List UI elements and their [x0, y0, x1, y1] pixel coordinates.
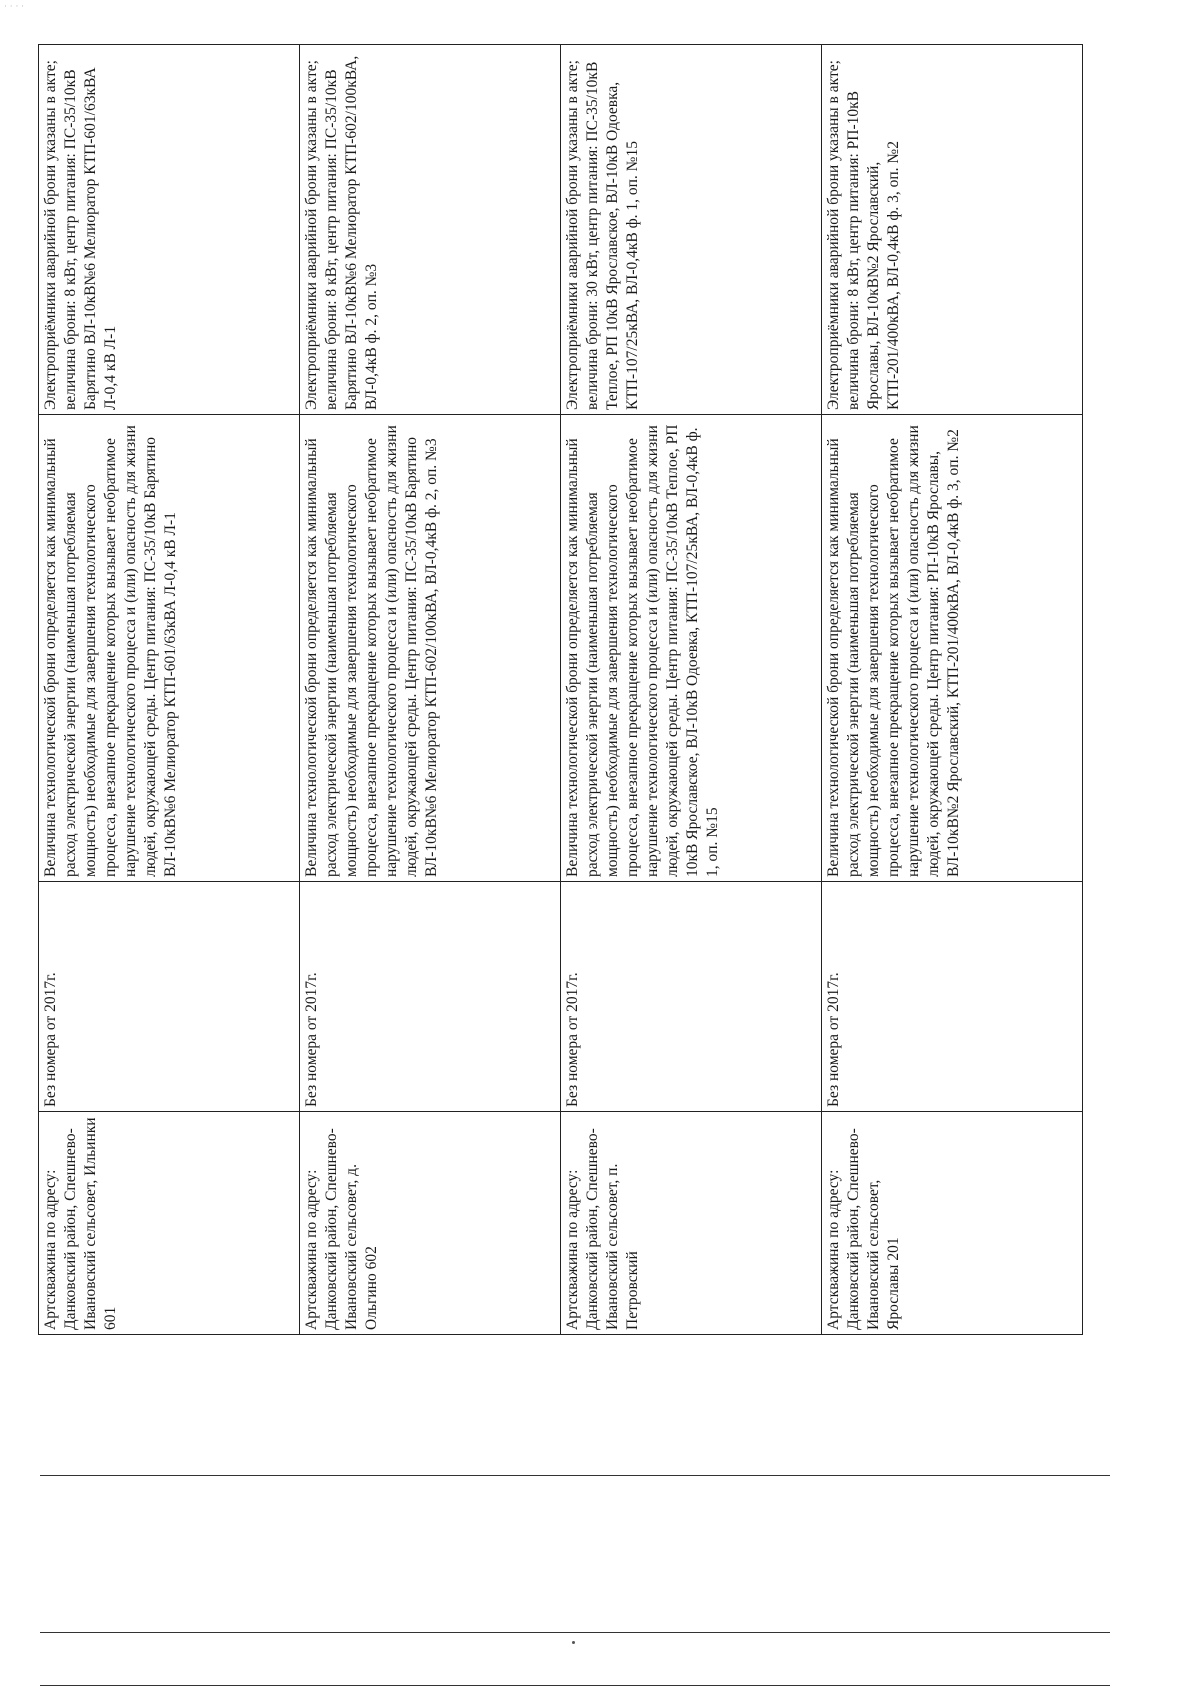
horizontal-rule [40, 1685, 1110, 1686]
emergency-reserve-cell: Электроприёмники аварийной брони указаны в акте; величина брони: 30 кВт, центр питания: ПС-35/10кВ Теплое, РП 10кВ Ярославское, ВЛ-10кВ Одоевка, КТП-107/25кВА, ВЛ-0,4кВ ф. 1, оп. №15 [561, 45, 822, 415]
act-cell: Без номера от 2017г. [39, 882, 300, 1112]
act-cell: Без номера от 2017г. [822, 882, 1083, 1112]
scan-speck [572, 1641, 575, 1644]
act-cell: Без номера от 2017г. [561, 882, 822, 1112]
scan-corner-mark: · · · · [4, 2, 25, 12]
tech-reserve-cell: Величина технологической брони определяется как минимальный расход электрической энергии (наименьшая потребляемая мощность) необходимые для завершения технологического процесса, внезапное прекращение которых вызывает необратимое нарушение технологического процесса и (или) опасность для жизни людей, окружающей среды. Центр питания: ПС-35/10кВ Теплое, РП 10кВ Ярославское, ВЛ-10кВ Одоевка, КТП-107/25кВА, ВЛ-0,4кВ ф. 1, оп. №15 [561, 415, 822, 882]
table-row [300, 45, 561, 1335]
object-cell: Артскважина по адресу: Данковский район, Спешнево-Ивановский сельсовет, Ильинки 601 [39, 1112, 300, 1335]
act-cell: Без номера от 2017г. [300, 882, 561, 1112]
object-cell: Артскважина по адресу: Данковский район, Спешнево-Ивановский сельсовет, д. Ольгино 602 [300, 1112, 561, 1335]
reserve-table [38, 44, 1083, 1335]
object-cell: Артскважина по адресу: Данковский район, Спешнево-Ивановский сельсовет, п. Петровский [561, 1112, 822, 1335]
horizontal-rule [40, 1632, 1110, 1633]
tech-reserve-cell: Величина технологической брони определяется как минимальный расход электрической энергии (наименьшая потребляемая мощность) необходимые для завершения технологического процесса, внезапное прекращение которых вызывает необратимое нарушение технологического процесса и (или) опасность для жизни людей, окружающей среды. Центр питания: ПС-35/10кВ Барятино ВЛ-10кВ№6 Мелиоратор КТП-601/63кВА Л-0,4 кВ Л-1 [39, 415, 300, 882]
emergency-reserve-cell: Электроприёмники аварийной брони указаны в акте; величина брони: 8 кВт, центр питания: ПС-35/10кВ Барятино ВЛ-10кВ№6 Мелиоратор КТП-602/100кВА, ВЛ-0,4кВ ф. 2, оп. №3 [300, 45, 561, 415]
rotated-table-wrapper [38, 45, 1098, 1335]
object-cell: Артскважина по адресу: Данковский район, Спешнево-Ивановский сельсовет, Ярославы 201 [822, 1112, 1083, 1335]
tech-reserve-cell: Величина технологической брони определяется как минимальный расход электрической энергии (наименьшая потребляемая мощность) необходимые для завершения технологического процесса, внезапное прекращение которых вызывает необратимое нарушение технологического процесса и (или) опасность для жизни людей, окружающей среды. Центр питания: РП-10кВ Ярославы, ВЛ-10кВ№2 Ярославский, КТП-201/400кВА, ВЛ-0,4кВ ф. 3, оп. №2 [822, 415, 1083, 882]
table-row [561, 45, 822, 1335]
table-row [822, 45, 1083, 1335]
emergency-reserve-cell: Электроприёмники аварийной брони указаны в акте; величина брони: 8 кВт, центр питания: РП-10кВ Ярославы, ВЛ-10кВ№2 Ярославский, КТП-201/400кВА, ВЛ-0,4кВ ф. 3, оп. №2 [822, 45, 1083, 415]
horizontal-rule [40, 1475, 1110, 1476]
table-row [39, 45, 300, 1335]
emergency-reserve-cell: Электроприёмники аварийной брони указаны в акте; величина брони: 8 кВт, центр питания: ПС-35/10кВ Барятино ВЛ-10кВ№6 Мелиоратор КТП-601/63кВА Л-0,4 кВ Л-1 [39, 45, 300, 415]
tech-reserve-cell: Величина технологической брони определяется как минимальный расход электрической энергии (наименьшая потребляемая мощность) необходимые для завершения технологического процесса, внезапное прекращение которых вызывает необратимое нарушение технологического процесса и (или) опасность для жизни людей, окружающей среды. Центр питания: ПС-35/10кВ Барятино ВЛ-10кВ№6 Мелиоратор КТП-602/100кВА, ВЛ-0,4кВ ф. 2, оп. №3 [300, 415, 561, 882]
